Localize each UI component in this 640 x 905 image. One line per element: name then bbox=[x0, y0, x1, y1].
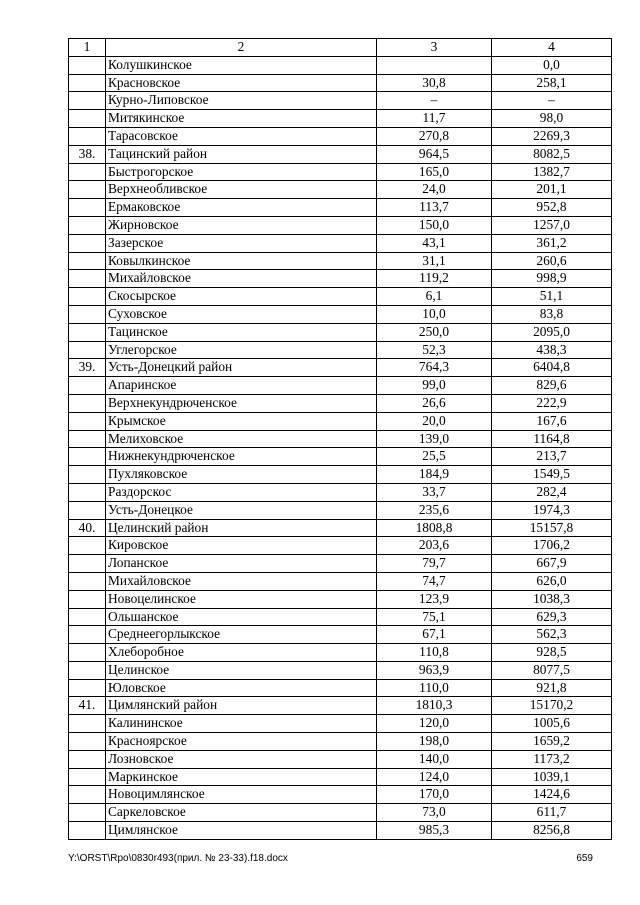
row-name: Скосырское bbox=[106, 288, 377, 306]
table-row bbox=[69, 377, 612, 395]
row-name: Михайловское bbox=[106, 270, 377, 288]
value-col3: 1808,8 bbox=[377, 519, 492, 537]
row-number bbox=[69, 377, 106, 395]
table-row bbox=[69, 181, 612, 199]
table-row bbox=[69, 127, 612, 145]
page-footer bbox=[68, 853, 597, 867]
table-row bbox=[69, 341, 612, 359]
row-name: Кировское bbox=[106, 537, 377, 555]
value-col3: 52,3 bbox=[377, 341, 492, 359]
row-name: Лозновское bbox=[106, 750, 377, 768]
value-col3: 6,1 bbox=[377, 288, 492, 306]
table-row bbox=[69, 501, 612, 519]
value-col3: 270,8 bbox=[377, 127, 492, 145]
table-row bbox=[69, 163, 612, 181]
value-col3: – bbox=[377, 92, 492, 110]
value-col4: 1659,2 bbox=[492, 733, 612, 751]
table-row bbox=[69, 288, 612, 306]
value-col4: 51,1 bbox=[492, 288, 612, 306]
value-col3: 30,8 bbox=[377, 74, 492, 92]
value-col4: 361,2 bbox=[492, 234, 612, 252]
row-number: 41. bbox=[69, 697, 106, 715]
row-name: Новоцелинское bbox=[106, 590, 377, 608]
table-row bbox=[69, 430, 612, 448]
table-row bbox=[69, 608, 612, 626]
table-row bbox=[69, 323, 612, 341]
value-col4: 829,6 bbox=[492, 377, 612, 395]
row-name: Ковылкинское bbox=[106, 252, 377, 270]
value-col3: 11,7 bbox=[377, 110, 492, 128]
row-number bbox=[69, 430, 106, 448]
table-row bbox=[69, 822, 612, 840]
table-row bbox=[69, 786, 612, 804]
page-number: 659 bbox=[576, 853, 593, 864]
value-col4: 1039,1 bbox=[492, 768, 612, 786]
row-number bbox=[69, 590, 106, 608]
table-row bbox=[69, 234, 612, 252]
row-name: Верхнеобливское bbox=[106, 181, 377, 199]
value-col4: 562,3 bbox=[492, 626, 612, 644]
row-number bbox=[69, 394, 106, 412]
row-name: Апаринское bbox=[106, 377, 377, 395]
value-col4: 2095,0 bbox=[492, 323, 612, 341]
value-col3: 10,0 bbox=[377, 305, 492, 323]
row-name: Усть-Донецкое bbox=[106, 501, 377, 519]
row-number: 39. bbox=[69, 359, 106, 377]
table-row bbox=[69, 644, 612, 662]
value-col4: 1257,0 bbox=[492, 216, 612, 234]
value-col4: 222,9 bbox=[492, 394, 612, 412]
table-row bbox=[69, 537, 612, 555]
row-name: Тацинское bbox=[106, 323, 377, 341]
row-number bbox=[69, 74, 106, 92]
value-col4: 8256,8 bbox=[492, 822, 612, 840]
row-number: 40. bbox=[69, 519, 106, 537]
table-row bbox=[69, 519, 612, 537]
row-name: Жирновское bbox=[106, 216, 377, 234]
row-name: Нижнекундрюченское bbox=[106, 448, 377, 466]
value-col3: 79,7 bbox=[377, 555, 492, 573]
table-row bbox=[69, 145, 612, 163]
value-col4: 1038,3 bbox=[492, 590, 612, 608]
value-col4: 8082,5 bbox=[492, 145, 612, 163]
value-col3: 235,6 bbox=[377, 501, 492, 519]
table-row bbox=[69, 804, 612, 822]
header-cell-4: 4 bbox=[492, 39, 612, 57]
row-name: Ермаковское bbox=[106, 199, 377, 217]
table-row bbox=[69, 448, 612, 466]
row-name: Калининское bbox=[106, 715, 377, 733]
row-number bbox=[69, 412, 106, 430]
row-name: Цимлянский район bbox=[106, 697, 377, 715]
value-col3: 985,3 bbox=[377, 822, 492, 840]
value-col3: 1810,3 bbox=[377, 697, 492, 715]
value-col4: 2269,3 bbox=[492, 127, 612, 145]
value-col4: 15170,2 bbox=[492, 697, 612, 715]
value-col3: 74,7 bbox=[377, 572, 492, 590]
value-col3: 139,0 bbox=[377, 430, 492, 448]
value-col4: 667,9 bbox=[492, 555, 612, 573]
value-col4: 98,0 bbox=[492, 110, 612, 128]
value-col4: 611,7 bbox=[492, 804, 612, 822]
row-number bbox=[69, 341, 106, 359]
header-cell-1: 1 bbox=[69, 39, 106, 57]
value-col3: 33,7 bbox=[377, 483, 492, 501]
header-cell-2: 2 bbox=[106, 39, 377, 57]
table-row bbox=[69, 56, 612, 74]
value-col4: 6404,8 bbox=[492, 359, 612, 377]
row-number bbox=[69, 572, 106, 590]
value-col3: 184,9 bbox=[377, 466, 492, 484]
value-col4: 260,6 bbox=[492, 252, 612, 270]
table-row bbox=[69, 715, 612, 733]
value-col3 bbox=[377, 56, 492, 74]
row-number bbox=[69, 56, 106, 74]
table-row bbox=[69, 768, 612, 786]
value-col4: – bbox=[492, 92, 612, 110]
row-number bbox=[69, 768, 106, 786]
row-number bbox=[69, 661, 106, 679]
row-name: Верхнекундрюченское bbox=[106, 394, 377, 412]
table-row bbox=[69, 216, 612, 234]
value-col4: 258,1 bbox=[492, 74, 612, 92]
value-col4: 998,9 bbox=[492, 270, 612, 288]
value-col4: 1706,2 bbox=[492, 537, 612, 555]
table-row bbox=[69, 555, 612, 573]
row-name: Тарасовское bbox=[106, 127, 377, 145]
row-name: Усть-Донецкий район bbox=[106, 359, 377, 377]
row-name: Суховское bbox=[106, 305, 377, 323]
value-col3: 764,3 bbox=[377, 359, 492, 377]
row-number bbox=[69, 822, 106, 840]
value-col3: 113,7 bbox=[377, 199, 492, 217]
row-name: Зазерское bbox=[106, 234, 377, 252]
row-name: Михайловское bbox=[106, 572, 377, 590]
value-col3: 20,0 bbox=[377, 412, 492, 430]
value-col4: 1164,8 bbox=[492, 430, 612, 448]
row-number bbox=[69, 804, 106, 822]
row-name: Целинский район bbox=[106, 519, 377, 537]
row-number bbox=[69, 466, 106, 484]
row-number bbox=[69, 216, 106, 234]
value-col3: 964,5 bbox=[377, 145, 492, 163]
value-col3: 120,0 bbox=[377, 715, 492, 733]
data-table bbox=[68, 38, 612, 840]
row-number bbox=[69, 733, 106, 751]
table-row bbox=[69, 679, 612, 697]
value-col4: 213,7 bbox=[492, 448, 612, 466]
table-row bbox=[69, 305, 612, 323]
row-name: Цимлянское bbox=[106, 822, 377, 840]
table-header-row bbox=[69, 39, 612, 57]
row-name: Быстрогорское bbox=[106, 163, 377, 181]
table-row bbox=[69, 661, 612, 679]
row-number bbox=[69, 127, 106, 145]
value-col3: 203,6 bbox=[377, 537, 492, 555]
row-name: Юловское bbox=[106, 679, 377, 697]
value-col4: 438,3 bbox=[492, 341, 612, 359]
row-name: Крымское bbox=[106, 412, 377, 430]
value-col3: 24,0 bbox=[377, 181, 492, 199]
value-col3: 124,0 bbox=[377, 768, 492, 786]
row-number bbox=[69, 252, 106, 270]
row-number bbox=[69, 786, 106, 804]
value-col4: 1173,2 bbox=[492, 750, 612, 768]
table-row bbox=[69, 252, 612, 270]
value-col3: 123,9 bbox=[377, 590, 492, 608]
value-col3: 110,8 bbox=[377, 644, 492, 662]
value-col4: 626,0 bbox=[492, 572, 612, 590]
row-name: Курно-Липовское bbox=[106, 92, 377, 110]
table-row bbox=[69, 412, 612, 430]
value-col4: 282,4 bbox=[492, 483, 612, 501]
value-col4: 1382,7 bbox=[492, 163, 612, 181]
value-col4: 201,1 bbox=[492, 181, 612, 199]
row-number bbox=[69, 608, 106, 626]
row-number bbox=[69, 270, 106, 288]
value-col3: 150,0 bbox=[377, 216, 492, 234]
table-row bbox=[69, 359, 612, 377]
value-col4: 1549,5 bbox=[492, 466, 612, 484]
row-number bbox=[69, 537, 106, 555]
value-col4: 928,5 bbox=[492, 644, 612, 662]
row-name: Краснoярское bbox=[106, 733, 377, 751]
table-row bbox=[69, 394, 612, 412]
row-name: Хлеборобное bbox=[106, 644, 377, 662]
value-col4: 921,8 bbox=[492, 679, 612, 697]
value-col4: 1005,6 bbox=[492, 715, 612, 733]
row-name: Колушкинское bbox=[106, 56, 377, 74]
value-col4: 629,3 bbox=[492, 608, 612, 626]
value-col4: 952,8 bbox=[492, 199, 612, 217]
row-number: 38. bbox=[69, 145, 106, 163]
row-number bbox=[69, 110, 106, 128]
row-name: Красновское bbox=[106, 74, 377, 92]
table-row bbox=[69, 110, 612, 128]
row-number bbox=[69, 679, 106, 697]
header-cell-3: 3 bbox=[377, 39, 492, 57]
row-number bbox=[69, 626, 106, 644]
table-row bbox=[69, 92, 612, 110]
value-col3: 99,0 bbox=[377, 377, 492, 395]
row-name: Лопанское bbox=[106, 555, 377, 573]
table-row bbox=[69, 270, 612, 288]
row-number bbox=[69, 555, 106, 573]
row-name: Раздорскос bbox=[106, 483, 377, 501]
value-col3: 43,1 bbox=[377, 234, 492, 252]
value-col3: 31,1 bbox=[377, 252, 492, 270]
row-name: Мелиховское bbox=[106, 430, 377, 448]
table-row bbox=[69, 750, 612, 768]
value-col3: 140,0 bbox=[377, 750, 492, 768]
row-name: Маркинское bbox=[106, 768, 377, 786]
table-row bbox=[69, 572, 612, 590]
table-row bbox=[69, 733, 612, 751]
row-number bbox=[69, 501, 106, 519]
row-name: Новоцимлянское bbox=[106, 786, 377, 804]
row-number bbox=[69, 181, 106, 199]
row-number bbox=[69, 234, 106, 252]
value-col3: 110,0 bbox=[377, 679, 492, 697]
row-number bbox=[69, 288, 106, 306]
value-col4: 15157,8 bbox=[492, 519, 612, 537]
value-col3: 73,0 bbox=[377, 804, 492, 822]
row-number bbox=[69, 448, 106, 466]
table-row bbox=[69, 483, 612, 501]
row-number bbox=[69, 163, 106, 181]
row-number bbox=[69, 483, 106, 501]
value-col3: 75,1 bbox=[377, 608, 492, 626]
table-body bbox=[69, 39, 612, 840]
row-name: Саркеловское bbox=[106, 804, 377, 822]
table-row bbox=[69, 74, 612, 92]
file-path: Y:\ORST\Rpo\0830r493(прил. № 23-33).f18.docx bbox=[68, 853, 288, 864]
row-number bbox=[69, 199, 106, 217]
table-row bbox=[69, 697, 612, 715]
value-col3: 25,5 bbox=[377, 448, 492, 466]
row-number bbox=[69, 715, 106, 733]
table-row bbox=[69, 626, 612, 644]
value-col3: 67,1 bbox=[377, 626, 492, 644]
value-col4: 1974,3 bbox=[492, 501, 612, 519]
value-col3: 250,0 bbox=[377, 323, 492, 341]
row-name: Пухляковское bbox=[106, 466, 377, 484]
row-name: Среднеегорлыкское bbox=[106, 626, 377, 644]
row-name: Митякинское bbox=[106, 110, 377, 128]
value-col4: 1424,6 bbox=[492, 786, 612, 804]
table-row bbox=[69, 590, 612, 608]
row-name: Целинское bbox=[106, 661, 377, 679]
value-col3: 119,2 bbox=[377, 270, 492, 288]
value-col4: 83,8 bbox=[492, 305, 612, 323]
value-col3: 165,0 bbox=[377, 163, 492, 181]
table-row bbox=[69, 466, 612, 484]
row-number bbox=[69, 92, 106, 110]
row-number bbox=[69, 305, 106, 323]
value-col4: 167,6 bbox=[492, 412, 612, 430]
value-col3: 963,9 bbox=[377, 661, 492, 679]
row-number bbox=[69, 750, 106, 768]
table-row bbox=[69, 199, 612, 217]
value-col3: 170,0 bbox=[377, 786, 492, 804]
row-name: Ольшанское bbox=[106, 608, 377, 626]
row-name: Углегорское bbox=[106, 341, 377, 359]
row-name: Тацинский район bbox=[106, 145, 377, 163]
row-number bbox=[69, 644, 106, 662]
value-col4: 0,0 bbox=[492, 56, 612, 74]
value-col3: 26,6 bbox=[377, 394, 492, 412]
value-col4: 8077,5 bbox=[492, 661, 612, 679]
row-number bbox=[69, 323, 106, 341]
value-col3: 198,0 bbox=[377, 733, 492, 751]
